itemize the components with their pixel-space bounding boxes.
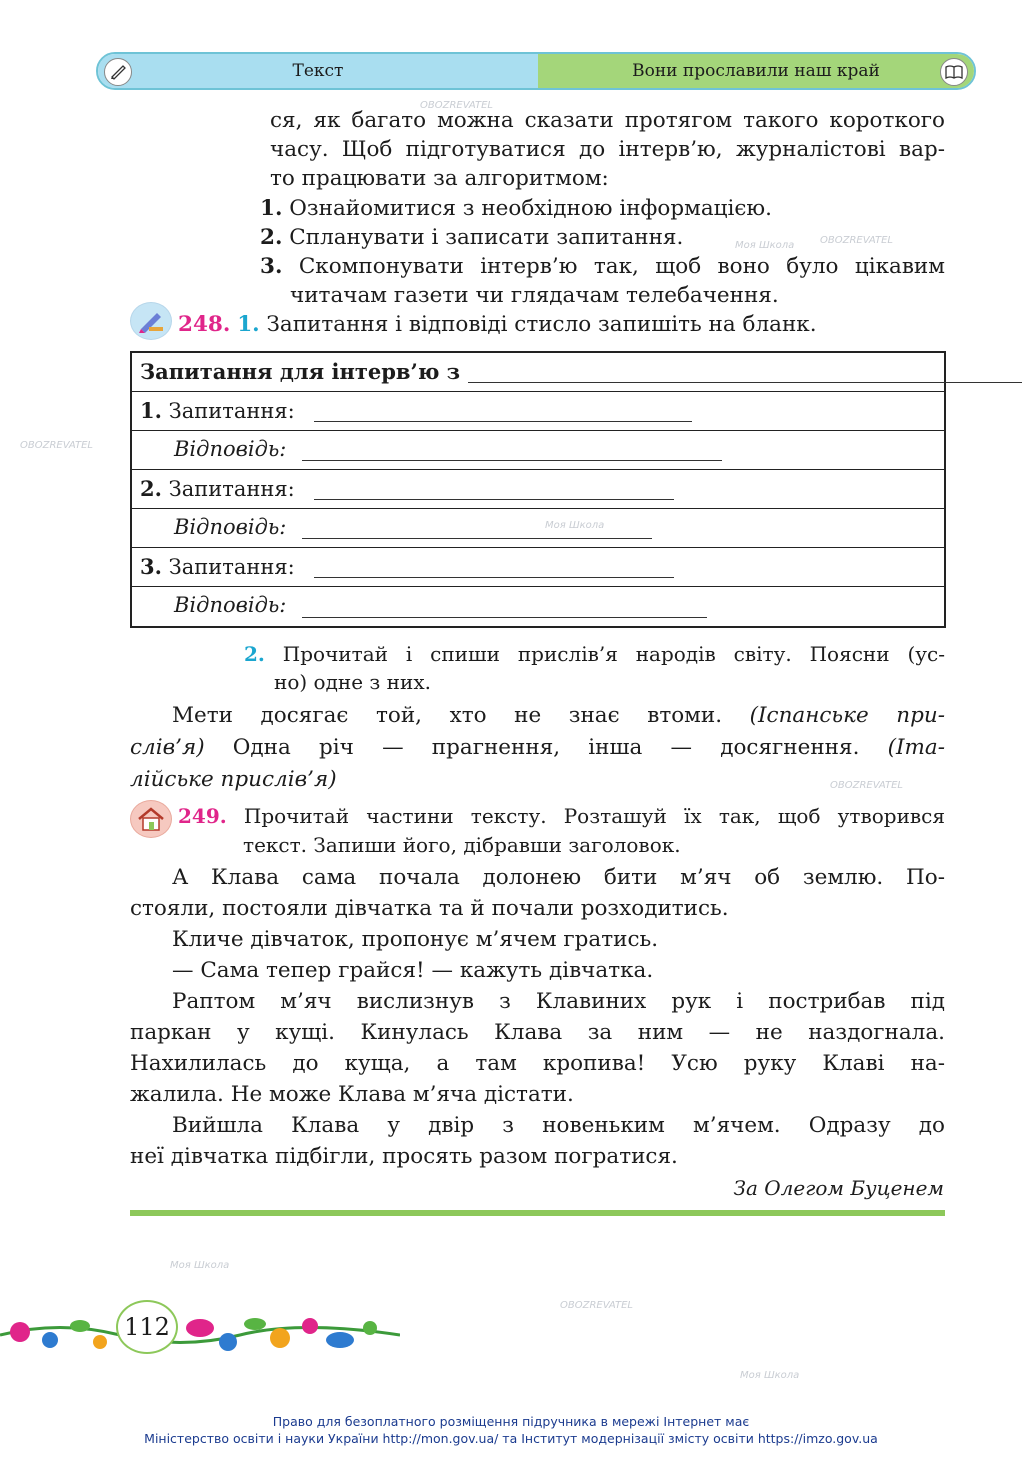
- form-header-row: [132, 353, 944, 392]
- form-row: [132, 431, 944, 470]
- watermark: OBOZREVATEL: [20, 440, 93, 451]
- list-item: [260, 252, 945, 281]
- watermark: OBOZREVATEL: [820, 235, 893, 246]
- text-line: неї дівчатка підбігли, просять разом погратися.: [130, 1144, 678, 1169]
- task-text: Прочитай частини тексту. Розташуй їх так, щоб утворився: [243, 804, 946, 828]
- text-line: — Сама тепер грайся! — кажуть дівчатка.: [172, 958, 654, 983]
- form-row: [132, 470, 944, 509]
- list-text-continued: читачам газети чи глядачам телебачення.: [290, 283, 779, 308]
- floral-ornament: [0, 1290, 400, 1370]
- task-text: Запитання і відповіді стисло запишіть на бланк.: [266, 312, 817, 337]
- form-row: [132, 392, 944, 431]
- proverb-source: (Іспанське при-: [749, 703, 945, 728]
- list-text: Скомпонувати інтерв’ю так, щоб воно було цікавим: [298, 254, 945, 279]
- proverb-source: слів’я): [130, 735, 205, 760]
- list-item: [260, 223, 683, 252]
- form-row-label: Відповідь:: [174, 515, 287, 539]
- text-author: За Олегом Буценем: [733, 1176, 944, 1200]
- list-number: 2.: [260, 225, 283, 250]
- exercise-249-task: [178, 802, 945, 831]
- form-header-label: Запитання для інтерв’ю з: [140, 359, 461, 384]
- form-row: [132, 509, 944, 548]
- blank-line[interactable]: [302, 538, 652, 539]
- task-2-line: [244, 640, 945, 669]
- proverb-source: лійське прислів’я): [130, 767, 337, 792]
- exercise-number: 249.: [178, 804, 227, 828]
- header-right-section: [538, 54, 974, 88]
- form-row-label: Відповідь:: [174, 437, 287, 461]
- watermark: OBOZREVATEL: [830, 780, 903, 791]
- list-number: 1.: [260, 196, 283, 221]
- list-text: Спланувати і записати запитання.: [289, 225, 684, 250]
- task-2-line: но) одне з них.: [274, 670, 431, 694]
- watermark: OBOZREVATEL: [420, 100, 493, 111]
- exercise-248-task: [178, 310, 817, 339]
- watermark: Моя Школа: [170, 1260, 230, 1271]
- paragraph-line: ся, як багато можна сказати протягом такого короткого: [270, 108, 945, 133]
- blank-line[interactable]: [302, 460, 722, 461]
- watermark: Моя Школа: [740, 1370, 800, 1381]
- blank-line[interactable]: [314, 499, 674, 500]
- exercise-number: 248.: [178, 312, 231, 337]
- footer-line: Міністерство освіти і науки України http://mon.gov.ua/ та Інститут модернізації змісту освіти https://imzo.gov.ua: [144, 1431, 878, 1446]
- form-row-label: 2. Запитання:: [140, 476, 295, 501]
- form-row-label: 3. Запитання:: [140, 554, 295, 579]
- proverb-line: [172, 701, 945, 730]
- header-chapter-title: Вони прославили наш край: [632, 61, 880, 81]
- task-number: 1.: [237, 312, 260, 337]
- task-text: Прочитай і спиши прислів’я народів світу. Поясни (ус-: [282, 642, 946, 666]
- text-line: А Клава сама почала долонею бити м’яч об землю. По-: [172, 865, 945, 890]
- proverb-text: Одна річ — прагнення, інша — досягнення.: [232, 735, 860, 760]
- pen-icon: [104, 58, 132, 86]
- text-line: Кличе дівчаток, пропонує м’ячем гратись.: [172, 927, 659, 952]
- homework-house-icon: [130, 800, 172, 838]
- text-line: Вийшла Клава у двір з новеньким м’ячем. Одразу до: [172, 1113, 945, 1138]
- proverb-text: Мети досягає той, хто не знає втоми.: [172, 703, 723, 728]
- proverb-line: [130, 733, 945, 762]
- blank-line[interactable]: [314, 421, 692, 422]
- proverb-source: (Іта-: [887, 735, 945, 760]
- footer-line: Право для безоплатного розміщення підручника в мережі Інтернет має: [272, 1414, 750, 1429]
- form-row: [132, 548, 944, 587]
- watermark: Моя Школа: [545, 520, 605, 531]
- task-text-continued: текст. Запиши його, дібравши заголовок.: [243, 833, 681, 857]
- divider-line: [130, 1210, 945, 1216]
- form-row: [132, 587, 944, 626]
- page-number: 112: [116, 1300, 178, 1354]
- list-number: 3.: [260, 254, 283, 279]
- book-icon: [940, 58, 968, 86]
- form-row-label: 1. Запитання:: [140, 398, 295, 423]
- header-bar: [96, 52, 976, 90]
- text-line: Раптом м’яч вислизнув з Клавиних рук і пострибав під: [172, 989, 945, 1014]
- text-line: жалила. Не може Клава м’яча дістати.: [130, 1082, 574, 1107]
- list-item: [260, 194, 772, 223]
- proverb-line: [130, 765, 337, 794]
- blank-line[interactable]: [314, 577, 674, 578]
- text-line: паркан у кущі. Кинулась Клава за ним — не наздогнала.: [130, 1020, 945, 1045]
- paragraph-line: то працювати за алгоритмом:: [270, 166, 609, 191]
- text-line: Нахилилась до куща, а там кропива! Усю руку Клаві на-: [130, 1051, 945, 1076]
- text-line: стояли, постояли дівчатка та й почали розходитись.: [130, 896, 729, 921]
- header-section-title: Текст: [292, 61, 344, 81]
- watermark: Моя Школа: [735, 240, 795, 251]
- task-number: 2.: [244, 642, 265, 666]
- blank-line[interactable]: [302, 617, 707, 618]
- form-row-label: Відповідь:: [174, 593, 287, 617]
- watermark: OBOZREVATEL: [560, 1300, 633, 1311]
- writing-task-icon: [130, 302, 172, 340]
- paragraph-line: часу. Щоб підготуватися до інтерв’ю, журналістові вар-: [270, 137, 945, 162]
- interview-form: [130, 351, 946, 628]
- blank-line[interactable]: [468, 382, 1022, 383]
- header-left-section: [98, 54, 538, 88]
- list-text: Ознайомитися з необхідною інформацією.: [289, 196, 772, 221]
